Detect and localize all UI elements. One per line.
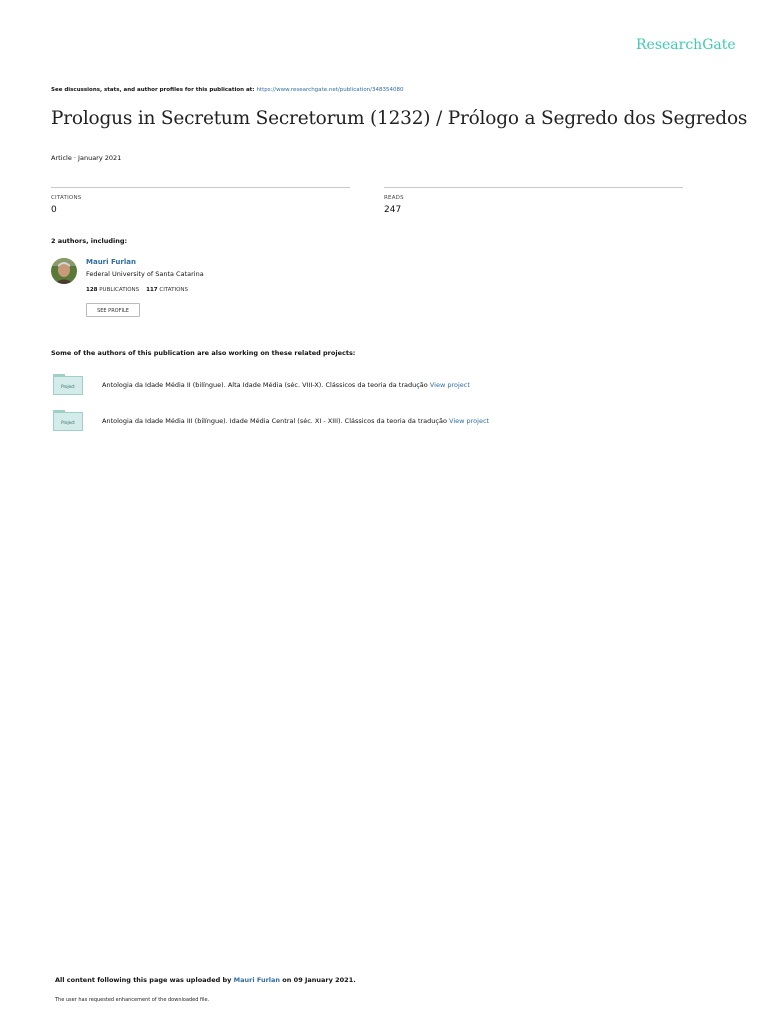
see-profile-button[interactable]: SEE PROFILE xyxy=(86,303,140,317)
project-icon-label: Project xyxy=(61,384,75,389)
upload-suffix: on 09 January 2021. xyxy=(280,976,356,984)
author-publications-count: 128 xyxy=(86,287,98,293)
citations-value: 0 xyxy=(51,205,57,215)
project-title: Antologia da Idade Média II (bilíngue). Alta Idade Média (séc. VIII-X). Clássicos da teoria da tradução xyxy=(102,381,430,389)
projects-heading: Some of the authors of this publication are also working on these related projects: xyxy=(51,349,356,357)
uploader-link[interactable]: Mauri Furlan xyxy=(233,976,281,984)
publication-title: Prologus in Secretum Secretorum (1232) / Prólogo a Segredo dos Segredos xyxy=(51,108,748,129)
upload-notice xyxy=(55,976,356,984)
enhancement-note: The user has requested enhancement of the downloaded file. xyxy=(55,997,210,1003)
authors-heading: 2 authors, including: xyxy=(51,237,128,245)
citations-divider xyxy=(51,187,350,188)
project-item xyxy=(102,417,489,425)
project-item xyxy=(102,381,470,389)
project-title: Antologia da Idade Média III (bilíngue). Idade Média Central (séc. XI - XIII). Clássicos da teoria da tradução xyxy=(102,417,450,425)
project-icon-label: Project xyxy=(61,420,75,425)
view-project-link[interactable]: View project xyxy=(449,417,490,425)
reads-value: 247 xyxy=(384,205,402,215)
publication-url-link[interactable]: https://www.researchgate.net/publication/348354080 xyxy=(256,87,404,93)
author-avatar[interactable] xyxy=(51,258,77,284)
author-name-link[interactable]: Mauri Furlan xyxy=(86,258,136,266)
source-line xyxy=(51,87,404,93)
source-prefix: See discussions, stats, and author profiles for this publication at: xyxy=(51,87,257,93)
author-citations-count: 117 xyxy=(146,287,158,293)
author-stats xyxy=(86,287,188,293)
author-institution: Federal University of Santa Catarina xyxy=(86,270,204,278)
author-publications-label: PUBLICATIONS xyxy=(99,287,140,293)
view-project-link[interactable]: View project xyxy=(429,381,470,389)
reads-label: READS xyxy=(384,195,404,201)
project-folder-icon[interactable] xyxy=(53,410,83,432)
publication-type-date: Article · January 2021 xyxy=(51,154,122,162)
upload-prefix: All content following this page was uploaded by xyxy=(55,976,234,984)
reads-divider xyxy=(384,187,683,188)
researchgate-logo[interactable]: ResearchGate xyxy=(636,37,736,53)
project-folder-icon[interactable] xyxy=(53,374,83,396)
citations-label: CITATIONS xyxy=(51,195,82,201)
author-citations-label: CITATIONS xyxy=(159,287,189,293)
